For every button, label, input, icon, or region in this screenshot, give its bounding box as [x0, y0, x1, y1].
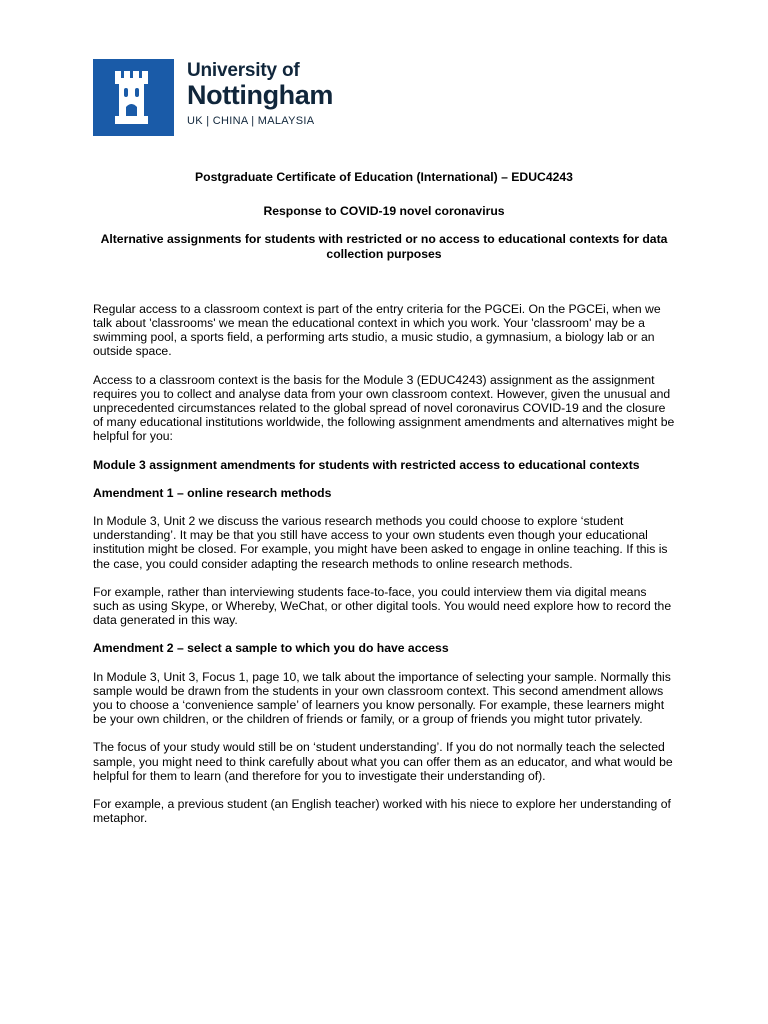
paragraph-example: For example, a previous student (an English teacher) worked with his niece to explore her understanding of metaphor. — [93, 797, 671, 826]
paragraph-access: Access to a classroom context is the basis for the Module 3 (EDUC4243) assignment as the assignment requires you to collect and analyse data from your own classroom context. However, given the unusual and unprecedented circumstances related to the global spread of novel coronavirus COVID-19 and the closure of many educational institutions worldwide, the following assignment amendments and alternatives might be helpful for you: — [93, 372, 675, 444]
logo-line-university-of: University of — [187, 60, 300, 81]
section-heading-amendment-1: Amendment 1 – online research methods — [93, 485, 332, 500]
university-logo — [93, 59, 333, 136]
section-heading-amendment-2: Amendment 2 – select a sample to which you do have access — [93, 641, 449, 656]
paragraph-focus: The focus of your study would still be on ‘student understanding’. If you do not normally teach the selected sample, you might need to think carefully about what you can offer them as an educator, and what would be helpful for them to learn (and therefore for you to investigate their understanding of). — [93, 740, 673, 783]
logo-line-campuses: UK | CHINA | MALAYSIA — [187, 115, 315, 127]
document-subtitle: Response to COVID-19 novel coronavirus — [263, 204, 505, 219]
paragraph-amendment-2: In Module 3, Unit 3, Focus 1, page 10, we talk about the importance of selecting your sample. Normally this sample would be drawn from the students in your own classroom context. This second amendment allows you to choose a ‘convenience sample’ of learners you know personally. For example, these learners might be your own children, or the children of friends or family, or a group of friends you might tutor privately. — [93, 669, 671, 727]
document-title: Postgraduate Certificate of Education (International) – EDUC4243 — [195, 170, 573, 184]
castle-crest-icon — [93, 59, 174, 136]
section-heading-amendments: Module 3 assignment amendments for students with restricted access to educational contexts — [93, 457, 640, 472]
paragraph-amendment-1-example: For example, rather than interviewing students face-to-face, you could interview them via digital means such as using Skype, or Whereby, WeChat, or other digital tools. You would need explore how to record the data generated in this way. — [93, 584, 672, 628]
paragraph-intro: Regular access to a classroom context is part of the entry criteria for the PGCEi. On the PGCEi, when we talk about 'classrooms' we mean the educational context in which you work. Your 'classroom' may be a swimming pool, a sports field, a performing arts studio, a music studio, a gymnasium, a biology lab or an outside space. — [93, 301, 661, 359]
paragraph-amendment-1: In Module 3, Unit 2 we discuss the various research methods you could choose to explore ‘student understanding’. It may be that you still have access to your own students even though your educational institution might be closed. For example, you might have been asked to engage in online teaching. If this is the case, you could consider adapting the research methods to online research methods. — [93, 514, 668, 571]
document-heading: Alternative assignments for students with restricted or no access to educational contexts for data collection purposes — [100, 232, 668, 261]
document-body — [93, 170, 675, 840]
logo-line-nottingham: Nottingham — [187, 80, 333, 110]
